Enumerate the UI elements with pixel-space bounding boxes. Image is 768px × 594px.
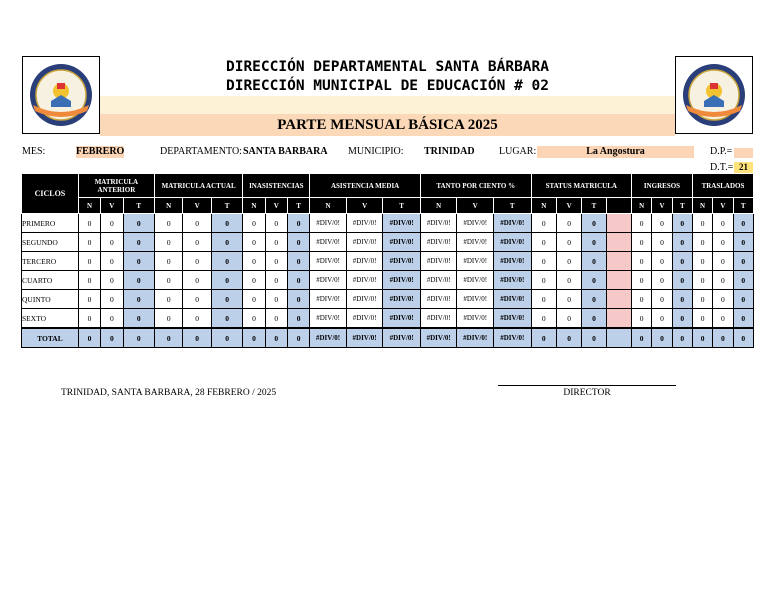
table-cell: 0 (692, 290, 712, 309)
table-cell: 0 (733, 328, 753, 348)
table-cell: 0 (713, 271, 733, 290)
table-row (22, 252, 754, 271)
table-cell: 0 (713, 290, 733, 309)
table-cell: #DIV/0! (310, 233, 347, 252)
col-group-matricula-anterior: MATRICULA ANTERIOR (78, 174, 154, 198)
dt-value: 21 (734, 162, 753, 173)
subheader-cell: V (265, 198, 287, 214)
table-cell: 0 (183, 271, 211, 290)
municipio-label: MUNICIPIO: (348, 146, 404, 157)
subheader-cell: T (287, 198, 309, 214)
table-group-header-row (22, 174, 754, 198)
table-cell: 0 (652, 309, 672, 329)
row-label: SEXTO (22, 309, 79, 329)
table-cell: 0 (652, 271, 672, 290)
table-cell: 0 (154, 309, 182, 329)
table-cell: 0 (101, 233, 123, 252)
table-cell: 0 (713, 214, 733, 233)
education-seal-logo-right (675, 56, 753, 134)
table-cell: 0 (243, 233, 265, 252)
table-cell: 0 (556, 290, 581, 309)
table-cell: 0 (183, 252, 211, 271)
table-cell: 0 (713, 309, 733, 329)
table-cell: 0 (78, 214, 100, 233)
header-line-2: DIRECCIÓN MUNICIPAL DE EDUCACIÓN # 02 (225, 78, 549, 94)
table-cell: 0 (652, 214, 672, 233)
table-cell: 0 (287, 309, 309, 329)
signature-label: DIRECTOR (563, 388, 611, 398)
table-cell: 0 (123, 271, 154, 290)
subheader-cell: N (420, 198, 457, 214)
table-cell: 0 (243, 290, 265, 309)
lugar-label: LUGAR: (499, 146, 537, 157)
subheader-cell: T (123, 198, 154, 214)
table-cell: #DIV/0! (346, 309, 383, 329)
col-group-matricula-actual: MATRICULA ACTUAL (154, 174, 242, 198)
table-cell: 0 (183, 214, 211, 233)
table-cell: 0 (531, 290, 556, 309)
table-cell: 0 (101, 328, 123, 348)
table-cell: 0 (101, 252, 123, 271)
subheader-cell: T (672, 198, 692, 214)
col-ciclos: CICLOS (22, 174, 79, 214)
table-cell: #DIV/0! (493, 214, 531, 233)
subheader-cell: V (457, 198, 494, 214)
table-cell: 0 (652, 328, 672, 348)
table-cell: 0 (211, 290, 242, 309)
table-row (22, 290, 754, 309)
dt-label: D.T.= (710, 162, 734, 173)
signature-line (498, 385, 676, 386)
subheader-cell: N (154, 198, 182, 214)
table-cell: 0 (154, 271, 182, 290)
table-cell: 0 (211, 309, 242, 329)
col-group-asistencia-media: ASISTENCIA MEDIA (310, 174, 421, 198)
table-cell: 0 (183, 328, 211, 348)
lugar-value: La Angostura (537, 146, 694, 158)
table-cell: 0 (556, 233, 581, 252)
table-cell: #DIV/0! (310, 309, 347, 329)
table-cell (606, 271, 631, 290)
table-cell: 0 (733, 271, 753, 290)
subheader-cell: V (713, 198, 733, 214)
row-label: QUINTO (22, 290, 79, 309)
table-cell (606, 328, 631, 348)
total-row (22, 328, 754, 348)
table-cell: 0 (556, 214, 581, 233)
table-cell: 0 (652, 252, 672, 271)
table-cell: 0 (123, 233, 154, 252)
table-cell: #DIV/0! (310, 328, 347, 348)
table-cell: 0 (101, 271, 123, 290)
education-seal-logo-left (22, 56, 100, 134)
table-cell: 0 (243, 309, 265, 329)
departamento-value: SANTA BARBARA (243, 146, 328, 157)
table-cell: 0 (265, 233, 287, 252)
table-cell: #DIV/0! (457, 214, 494, 233)
table-row (22, 309, 754, 329)
table-cell: 0 (123, 309, 154, 329)
subheader-cell: T (383, 198, 421, 214)
table-cell (606, 290, 631, 309)
table-cell: 0 (78, 252, 100, 271)
table-cell: 0 (692, 214, 712, 233)
table-cell: #DIV/0! (346, 233, 383, 252)
table-cell: #DIV/0! (457, 290, 494, 309)
table-cell: 0 (101, 290, 123, 309)
subheader-cell: N (531, 198, 556, 214)
table-cell: 0 (582, 271, 606, 290)
table-cell: 0 (713, 233, 733, 252)
table-cell: 0 (211, 233, 242, 252)
table-cell: 0 (211, 271, 242, 290)
table-cell (606, 309, 631, 329)
place-date: TRINIDAD, SANTA BARBARA, 28 FEBRERO / 2025 (61, 388, 277, 398)
table-cell: 0 (78, 233, 100, 252)
table-cell: #DIV/0! (457, 309, 494, 329)
table-cell: #DIV/0! (493, 290, 531, 309)
subheader-cell: N (632, 198, 652, 214)
table-cell: #DIV/0! (420, 309, 457, 329)
table-cell: 0 (556, 328, 581, 348)
table-row (22, 233, 754, 252)
table-cell: #DIV/0! (346, 328, 383, 348)
table-cell: 0 (582, 233, 606, 252)
table-cell: #DIV/0! (310, 271, 347, 290)
table-cell: 0 (154, 290, 182, 309)
header-band-light (100, 96, 675, 114)
table-cell: #DIV/0! (420, 271, 457, 290)
dp-label: D.P.= (710, 146, 733, 157)
table-cell: 0 (632, 252, 652, 271)
report-subtitle: PARTE MENSUAL BÁSICA 2025 (100, 114, 675, 136)
table-cell: 0 (632, 233, 652, 252)
table-cell: 0 (672, 328, 692, 348)
subheader-cell: T (733, 198, 753, 214)
table-cell: #DIV/0! (457, 328, 494, 348)
subheader-cell: V (652, 198, 672, 214)
table-cell: 0 (632, 214, 652, 233)
table-cell: 0 (692, 252, 712, 271)
table-cell: 0 (287, 290, 309, 309)
table-cell: 0 (733, 252, 753, 271)
table-cell: 0 (243, 252, 265, 271)
table-cell: #DIV/0! (383, 309, 421, 329)
subheader-cell: V (556, 198, 581, 214)
header-line-1: DIRECCIÓN DEPARTAMENTAL SANTA BÁRBARA (225, 59, 549, 75)
table-cell: #DIV/0! (383, 290, 421, 309)
dp-value (734, 148, 753, 158)
table-cell: #DIV/0! (457, 233, 494, 252)
table-cell: 0 (652, 233, 672, 252)
subheader-cell: V (346, 198, 383, 214)
subheader-cell: T (582, 198, 606, 214)
table-cell: 0 (713, 328, 733, 348)
table-cell: 0 (531, 271, 556, 290)
table-cell: #DIV/0! (420, 214, 457, 233)
table-cell: 0 (154, 233, 182, 252)
table-cell: 0 (672, 309, 692, 329)
table-cell: 0 (556, 309, 581, 329)
table-cell: 0 (265, 328, 287, 348)
table-cell: 0 (265, 252, 287, 271)
table-cell: #DIV/0! (420, 252, 457, 271)
table-cell: #DIV/0! (493, 309, 531, 329)
table-cell: 0 (632, 290, 652, 309)
table-cell: #DIV/0! (457, 252, 494, 271)
subheader-cell: N (692, 198, 712, 214)
table-cell: 0 (78, 328, 100, 348)
table-cell: #DIV/0! (310, 290, 347, 309)
table-cell: #DIV/0! (346, 252, 383, 271)
table-cell: #DIV/0! (420, 233, 457, 252)
table-cell: 0 (713, 252, 733, 271)
col-group-inasistencias: INASISTENCIAS (243, 174, 310, 198)
table-cell: 0 (582, 328, 606, 348)
table-cell: 0 (265, 309, 287, 329)
col-group-status-matricula: STATUS MATRICULA (531, 174, 631, 198)
table-cell: 0 (692, 271, 712, 290)
table-cell: #DIV/0! (493, 233, 531, 252)
table-cell: 0 (556, 252, 581, 271)
table-cell: 0 (154, 328, 182, 348)
table-cell: 0 (692, 309, 712, 329)
subheader-blank (606, 198, 631, 214)
subheader-cell: T (211, 198, 242, 214)
table-cell (606, 252, 631, 271)
table-cell: #DIV/0! (383, 233, 421, 252)
table-cell: 0 (183, 233, 211, 252)
table-cell: 0 (123, 328, 154, 348)
table-cell: #DIV/0! (493, 328, 531, 348)
table-cell: 0 (672, 252, 692, 271)
table-cell: #DIV/0! (383, 214, 421, 233)
subheader-cell: N (78, 198, 100, 214)
table-cell: 0 (531, 328, 556, 348)
table-cell: 0 (154, 252, 182, 271)
table-cell (606, 214, 631, 233)
table-cell: 0 (265, 271, 287, 290)
table-cell: 0 (287, 214, 309, 233)
table-cell: 0 (582, 309, 606, 329)
subheader-cell: V (101, 198, 123, 214)
monthly-report-table (21, 173, 754, 348)
table-cell: 0 (733, 214, 753, 233)
table-cell: #DIV/0! (457, 271, 494, 290)
departamento-label: DEPARTAMENTO: (160, 146, 242, 157)
row-label: TOTAL (22, 328, 79, 348)
table-cell: 0 (211, 214, 242, 233)
table-cell: 0 (733, 309, 753, 329)
table-cell: #DIV/0! (346, 290, 383, 309)
table-cell: 0 (531, 252, 556, 271)
col-group-traslados: TRASLADOS (692, 174, 753, 198)
mes-label: MES: (22, 146, 46, 157)
table-cell: #DIV/0! (493, 252, 531, 271)
table-cell: #DIV/0! (346, 214, 383, 233)
table-subheader-row (22, 198, 754, 214)
table-cell: #DIV/0! (310, 252, 347, 271)
table-cell (606, 233, 631, 252)
table-cell: 0 (265, 290, 287, 309)
table-row (22, 271, 754, 290)
table-cell: 0 (692, 328, 712, 348)
subheader-cell: N (310, 198, 347, 214)
col-group-ingresos: INGRESOS (632, 174, 693, 198)
table-cell: #DIV/0! (420, 328, 457, 348)
table-cell: 0 (672, 290, 692, 309)
mes-value: FEBRERO (76, 146, 125, 157)
table-cell: 0 (123, 290, 154, 309)
table-row (22, 214, 754, 233)
table-cell: 0 (582, 214, 606, 233)
table-cell: 0 (733, 290, 753, 309)
table-cell: #DIV/0! (383, 328, 421, 348)
table-cell: 0 (265, 214, 287, 233)
table-cell: 0 (556, 271, 581, 290)
table-cell: 0 (211, 328, 242, 348)
table-cell: 0 (531, 233, 556, 252)
table-cell: 0 (287, 252, 309, 271)
table-cell: 0 (211, 252, 242, 271)
table-cell: #DIV/0! (383, 252, 421, 271)
subheader-cell: N (243, 198, 265, 214)
table-cell: 0 (243, 271, 265, 290)
subheader-cell: T (493, 198, 531, 214)
table-cell: 0 (692, 233, 712, 252)
table-cell: 0 (287, 271, 309, 290)
table-cell: 0 (672, 233, 692, 252)
table-cell: 0 (78, 290, 100, 309)
table-cell: 0 (78, 309, 100, 329)
table-cell: 0 (672, 214, 692, 233)
subheader-cell: V (183, 198, 211, 214)
table-cell: 0 (632, 309, 652, 329)
municipio-value: TRINIDAD (424, 146, 475, 157)
table-cell: 0 (733, 233, 753, 252)
row-label: PRIMERO (22, 214, 79, 233)
table-cell: 0 (531, 309, 556, 329)
table-cell: 0 (154, 214, 182, 233)
row-label: TERCERO (22, 252, 79, 271)
table-cell: 0 (123, 252, 154, 271)
table-cell: #DIV/0! (420, 290, 457, 309)
table-cell: 0 (287, 328, 309, 348)
table-cell: 0 (287, 233, 309, 252)
table-cell: 0 (183, 309, 211, 329)
table-cell: 0 (582, 290, 606, 309)
table-cell: 0 (101, 214, 123, 233)
table-cell: 0 (123, 214, 154, 233)
table-cell: 0 (243, 214, 265, 233)
table-cell: 0 (183, 290, 211, 309)
table-cell: 0 (78, 271, 100, 290)
table-cell: #DIV/0! (383, 271, 421, 290)
report-header (100, 58, 675, 96)
table-cell: 0 (632, 328, 652, 348)
table-cell: #DIV/0! (346, 271, 383, 290)
table-cell: 0 (531, 214, 556, 233)
table-cell: 0 (672, 271, 692, 290)
table-cell: 0 (101, 309, 123, 329)
col-group-tanto-por-ciento: TANTO POR CIENTO % (420, 174, 531, 198)
table-cell: 0 (632, 271, 652, 290)
table-cell: 0 (582, 252, 606, 271)
row-label: CUARTO (22, 271, 79, 290)
table-cell: #DIV/0! (310, 214, 347, 233)
table-cell: 0 (243, 328, 265, 348)
row-label: SEGUNDO (22, 233, 79, 252)
table-cell: #DIV/0! (493, 271, 531, 290)
table-cell: 0 (652, 290, 672, 309)
